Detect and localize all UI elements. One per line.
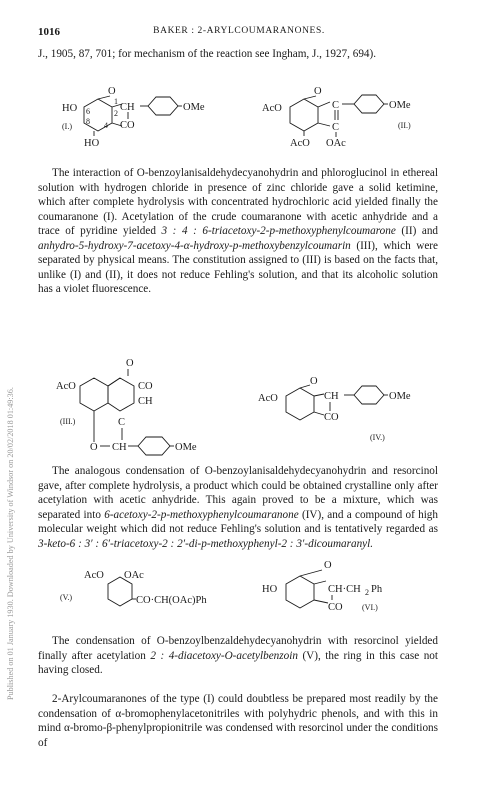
f2-OMe: OMe (389, 100, 411, 111)
f3-label: (III.) (60, 417, 76, 426)
reference-text: J., 1905, 87, 701; for mechanism of the reaction see Ingham, J., 1927, 694). (38, 48, 377, 60)
f6-benzene-ring (286, 576, 314, 608)
formula-II (262, 84, 440, 166)
compound-V-name: 2 : 4-diacetoxy-O-acetylbenzoin (150, 649, 298, 662)
f2-label: (II.) (398, 121, 411, 130)
f5-chain: CO·CH(OAc)Ph (136, 595, 207, 606)
formula-V (56, 566, 246, 628)
compound-II-name: 3 : 4 : 6-triacetoxy-2-p-methoxyphenylcoumarone (161, 225, 396, 237)
f6-label: (VI.) (362, 603, 378, 612)
f2-AcO-left: AcO (262, 103, 282, 114)
f1-HO-top: HO (62, 103, 78, 114)
f3-anisyl-ring (138, 437, 170, 455)
f3-CO: CO (138, 381, 153, 392)
f6-Ph: Ph (371, 584, 383, 595)
f1-label: (I.) (62, 122, 72, 131)
paragraph-2: The analogous condensation of O-benzoylanisaldehydecyanohydrin and resorcinol gave, after complete hydrolysis, a product which could be obtained crystalline only after acetylation with acetic anhydride. This again proved to be a mixture, which was separated into 6-acetoxy-2-p-methoxyphenylcoumaranone (IV), and a compound of high molecular weight which did not reduce Fehling's solution and is tentatively regarded as 3-keto-6 : 3′ : 6′-triacetoxy-2 : 2′-di-p-methoxyphenyl-2 : 3′-dicoumaranyl. (38, 465, 438, 550)
f6-HO: HO (262, 584, 278, 595)
f1-CH: CH (120, 102, 135, 113)
page-header (38, 26, 440, 40)
f1-anisyl-ring (148, 97, 178, 115)
dicoumaranyl-name: 3-keto-6 : 3′ : 6′-triacetoxy-2 : 2′-di-p-methoxyphenyl-2 : 3′-dicoumaranyl. (38, 537, 374, 550)
f3-CH: CH (138, 396, 153, 407)
f6-chain: CH·CH (328, 584, 361, 595)
formula-VI (262, 558, 440, 624)
f3-CH-low: CH (112, 442, 127, 453)
f2-C-a: C (332, 100, 340, 111)
f4-AcO: AcO (258, 393, 278, 404)
f2-OAc: OAc (326, 138, 346, 149)
f4-benzene-ring (286, 388, 314, 420)
f2-AcO-bottom: AcO (290, 138, 310, 149)
f4-label: (IV.) (370, 433, 385, 442)
f3-C: C (118, 417, 126, 428)
f5-AcO: AcO (84, 570, 104, 581)
f3-pyranone-ring (108, 378, 134, 411)
f3-O-ring: O (90, 442, 98, 453)
compound-III-name: anhydro-5-hydroxy-7-acetoxy-4-α-hydroxy-p-methoxybenzylcoumarin (38, 239, 351, 252)
f5-benzene-ring (108, 577, 132, 606)
f4-O: O (310, 376, 318, 387)
svg-text:8: 8 (86, 117, 90, 126)
download-watermark (0, 60, 15, 700)
page-number: 1016 (38, 26, 60, 38)
f1-OMe: OMe (183, 102, 205, 113)
svg-text:4: 4 (104, 121, 108, 130)
f4-OMe: OMe (389, 391, 411, 402)
f1-O: O (108, 86, 116, 97)
f4-CH: CH (324, 391, 339, 402)
compound-IV-name: 6-acetoxy-2-p-methoxyphenylcoumaranone (104, 508, 299, 521)
f6-O: O (324, 560, 332, 571)
paragraph-reference (38, 47, 438, 62)
f2-O: O (314, 86, 322, 97)
f5-OAc: OAc (124, 570, 144, 581)
svg-text:6: 6 (86, 107, 90, 116)
f3-OMe: OMe (175, 442, 197, 453)
f2-benzene-ring (290, 99, 318, 131)
formula-IV (258, 374, 440, 454)
f6-CO: CO (328, 602, 343, 613)
formula-III (56, 356, 246, 464)
f1-CO: CO (120, 120, 135, 131)
download-watermark-text: Published on 01 January 1930. Downloaded by University of Windsor on 20/02/2018 01:49:36. (6, 387, 15, 700)
paragraph-1: The interaction of O-benzoylanisaldehydecyanohydrin and phloroglucinol in ethereal solution with hydrogen chloride in presence of zinc chloride gave a solid ketimine, which after complete hydrolysis with concentrated hydrochloric acid yielded finally the coumaranone (I). Acetylation of the crude coumaranone with acetic anhydride and a trace of pyridine yielded 3 : 4 : 6-triacetoxy-2-p-methoxyphenylcoumarone (II) and anhydro-5-hydroxy-7-acetoxy-4-α-hydroxy-p-methoxybenzylcoumarin (III), which were separated by physical means. The constitution assigned to (III) is based on the facts that, unlike (I) and (II), it does not reduce Fehling's solution, and that its alcoholic solution has a violet fluorescence. (38, 167, 439, 295)
f3-AcO: AcO (56, 381, 76, 392)
f4-anisyl-ring (354, 386, 384, 404)
f2-C-b: C (332, 122, 340, 133)
f1-HO-bottom: HO (84, 138, 100, 149)
running-title: BAKER : 2-ARYLCOUMARANONES. (153, 26, 325, 36)
f2-anisyl-ring (354, 95, 384, 113)
f5-label: (V.) (60, 593, 73, 602)
svg-text:2: 2 (114, 109, 118, 118)
paragraph-3: The condensation of O-benzoylbenzaldehydecyanohydrin with resorcinol yielded finally after acetylation 2 : 4-diacetoxy-O-acetylbenzoin (V), the ring in this case not having closed. (38, 635, 438, 676)
formula-I (60, 84, 230, 166)
svg-text:1: 1 (114, 97, 118, 106)
f3-benzene-ring (80, 378, 108, 411)
f3-O-top: O (126, 358, 134, 369)
f4-CO: CO (324, 412, 339, 423)
paragraph-4: 2-Arylcoumaranones of the type (I) could doubtless be prepared most readily by the condensation of α-bromophenylacetonitriles with polyhydric phenols, and with this in mind α-bromo-β-phenylpropionitrile was condensed with resorcinol under the conditions of (38, 693, 438, 749)
f6-sub: 2 (365, 588, 369, 597)
